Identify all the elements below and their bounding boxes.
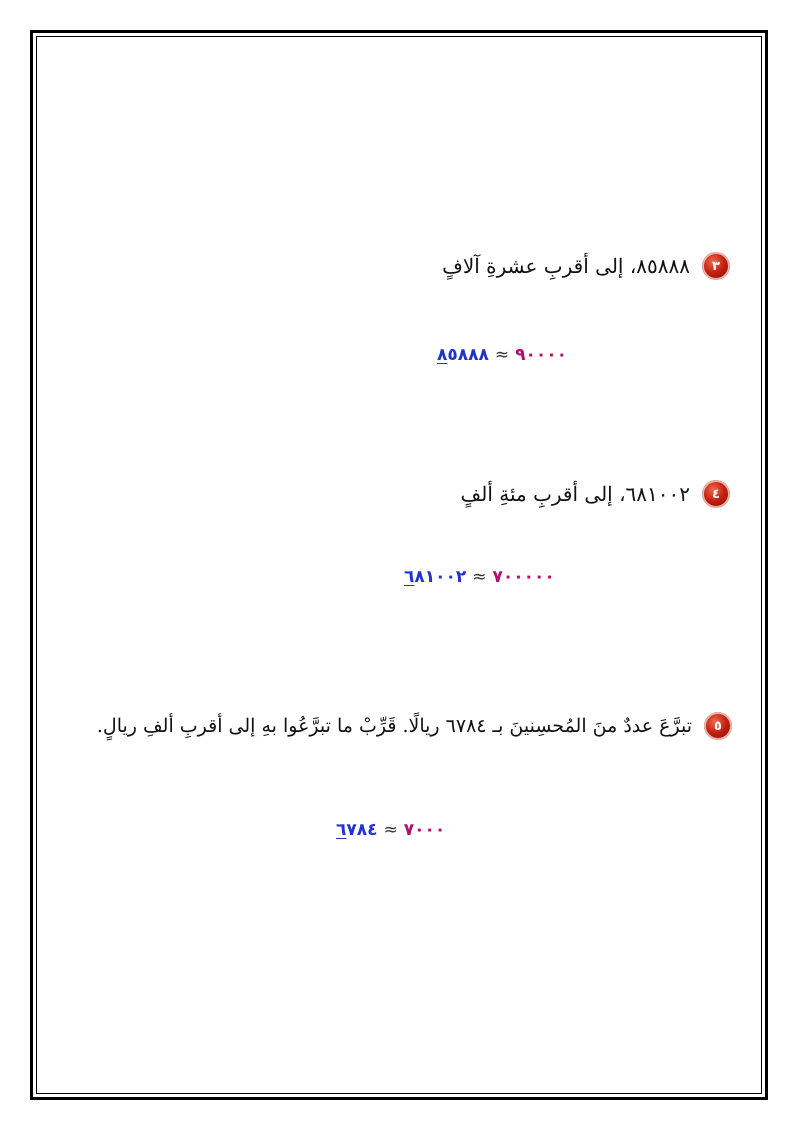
question-text: تبرَّعَ عددٌ منَ المُحسِنينَ بـ ٦٧٨٤ ريالًا. قَرِّبْ ما تبرَّعُوا بهِ إلى أقربِ ألفِ ريالٍ.: [96, 715, 692, 737]
underlined-digit: ٨: [437, 345, 448, 365]
underlined-digit: ٦: [404, 567, 415, 587]
remaining-digits: ٧٨٤: [346, 820, 378, 840]
remaining-digits: ٨١٠٠٢: [414, 567, 467, 587]
approx-symbol: ≈: [494, 345, 510, 365]
underlined-digit: ٦: [336, 820, 347, 840]
question-5: [97, 712, 732, 740]
rounded-value: ٩٠٠٠٠: [515, 345, 568, 365]
question-number-badge: ٣: [702, 252, 730, 280]
question-text: ٦٨١٠٠٢، إلى أقربِ مئةِ ألفٍ: [460, 482, 690, 506]
rounded-value: ٧٠٠٠٠٠: [492, 567, 555, 587]
question-text: ٨٥٨٨٨، إلى أقربِ عشرةِ آلافٍ: [442, 254, 690, 278]
question-number-badge: ٤: [702, 480, 730, 508]
answer-4: [404, 567, 555, 587]
rounded-value: ٧٠٠٠: [403, 820, 446, 840]
approx-symbol: ≈: [383, 820, 398, 840]
question-3: [442, 252, 730, 280]
original-value: [404, 567, 466, 587]
approx-symbol: ≈: [472, 567, 487, 587]
answer-3: [437, 345, 567, 365]
answer-5: [336, 820, 445, 840]
question-number-badge: ٥: [704, 712, 732, 740]
original-value: [437, 345, 489, 365]
question-4: [461, 480, 730, 508]
page-border-inner: [36, 36, 762, 1094]
remaining-digits: ٥٨٨٨: [447, 345, 489, 365]
original-value: [336, 820, 378, 840]
